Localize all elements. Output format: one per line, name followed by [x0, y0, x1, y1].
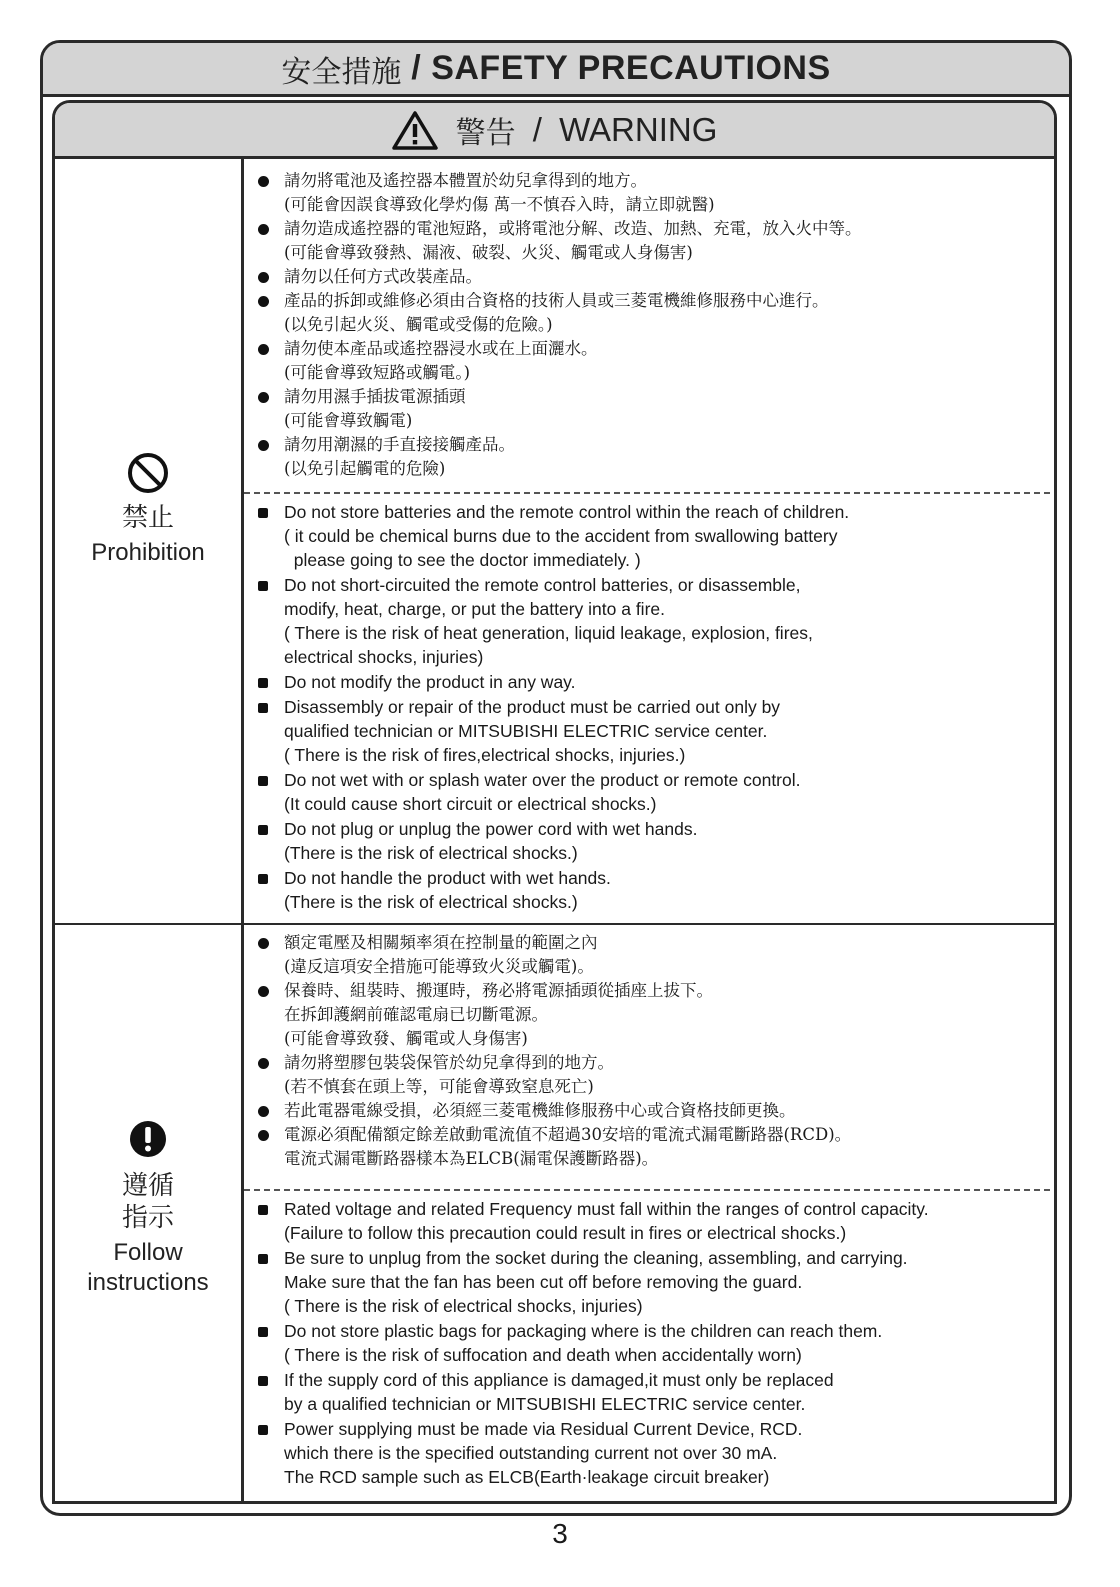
follow-chinese-list — [258, 931, 851, 1171]
list-item-line: (It could cause short circuit or electrical shocks.) — [284, 794, 657, 814]
bullet-icon — [258, 1417, 268, 1441]
list-item-line: Do not store plastic bags for packaging where is the children can reach them. — [284, 1321, 883, 1341]
list-item — [258, 1319, 929, 1367]
list-item — [258, 670, 849, 694]
bullet-icon — [258, 265, 269, 290]
list-item-line: modify, heat, charge, or put the battery into a fire. — [284, 599, 665, 619]
list-item — [258, 265, 862, 289]
bullet-icon — [258, 1246, 268, 1270]
list-item — [258, 817, 849, 865]
bullet-icon — [258, 169, 269, 194]
column-divider — [241, 159, 244, 1504]
list-item-line: (可能會因誤食導致化學灼傷 萬一不慎吞入時，請立即就醫) — [284, 195, 715, 214]
list-item-line: 請勿用潮濕的手直接接觸產品。 — [284, 435, 515, 454]
title-cjk: 安全措施 — [281, 54, 402, 90]
bullet-icon — [258, 768, 268, 792]
list-item-line: Do not short-circuited the remote control batteries, or disassemble, — [284, 575, 801, 595]
bullet-icon — [258, 1051, 269, 1076]
list-item-line: ( There is the risk of suffocation and death when accidentally worn) — [284, 1345, 802, 1365]
list-item — [258, 695, 849, 767]
title-separator: / — [401, 49, 432, 87]
prohibition-english-list — [258, 500, 849, 914]
list-item-line: (There is the risk of electrical shocks.) — [284, 892, 578, 912]
list-item-line: ( it could be chemical burns due to the accident from swallowing battery — [284, 526, 838, 546]
list-item-line: 請勿造成遙控器的電池短路，或將電池分解、改造、加熱、充電，放入火中等。 — [284, 219, 862, 238]
follow-language-divider — [244, 1189, 1057, 1191]
list-item-line: 請勿用濕手插拔電源插頭 — [284, 387, 466, 406]
list-item — [258, 1368, 929, 1416]
prohibition-chinese-list — [258, 169, 862, 481]
list-item-line: Do not handle the product with wet hands. — [284, 868, 611, 888]
list-item-line: (違反這項安全措施可能導致火災或觸電)。 — [284, 957, 594, 976]
prohibition-language-divider — [244, 492, 1057, 494]
list-item-line: Rated voltage and related Frequency must fall within the ranges of control capacity. — [284, 1199, 929, 1219]
list-item-line: 保養時、組裝時、搬運時，務必將電源插頭從插座上拔下。 — [284, 981, 713, 1000]
list-item — [258, 1417, 929, 1489]
list-item-line: (可能會導致觸電) — [284, 411, 413, 430]
exclamation-circle-icon — [128, 1119, 168, 1159]
warning-title-cjk: 警告 — [455, 115, 516, 151]
follow-label-en-2: instructions — [87, 1269, 209, 1296]
prohibition-label-en: Prohibition — [91, 539, 205, 566]
list-item — [258, 169, 862, 217]
list-item — [258, 433, 862, 481]
list-item — [258, 1197, 929, 1245]
list-item — [258, 931, 851, 979]
bullet-icon — [258, 1099, 269, 1124]
list-item-line: Do not wet with or splash water over the product or remote control. — [284, 770, 801, 790]
bullet-icon — [258, 500, 268, 524]
list-item-line: please going to see the doctor immediately. ) — [284, 550, 641, 570]
list-item-line: (可能會導致發熱、漏液、破裂、火災、觸電或人身傷害) — [284, 243, 693, 262]
list-item-line: Do not store batteries and the remote control within the reach of children. — [284, 502, 850, 522]
list-item-line: Do not plug or unplug the power cord with wet hands. — [284, 819, 698, 839]
warning-triangle-icon — [392, 110, 438, 150]
bullet-icon — [258, 817, 268, 841]
list-item — [258, 1051, 851, 1099]
bullet-icon — [258, 979, 269, 1004]
bullet-icon — [258, 1197, 268, 1221]
list-item-line: 請勿將電池及遙控器本體置於幼兒拿得到的地方。 — [284, 171, 647, 190]
list-item-line: ( There is the risk of heat generation, liquid leakage, explosion, fires, — [284, 623, 813, 643]
prohibition-circle-icon — [126, 451, 170, 495]
list-item-line: Disassembly or repair of the product must be carried out only by — [284, 697, 781, 717]
list-item-line: by a qualified technician or MITSUBISHI ELECTRIC service center. — [284, 1394, 806, 1414]
warning-title-separator: / — [523, 110, 552, 148]
list-item — [258, 385, 862, 433]
follow-label-cjk-1: 遵循 — [121, 1171, 174, 1201]
list-item-line: Power supplying must be made via Residual Current Device, RCD. — [284, 1419, 803, 1439]
list-item-line: (可能會導致短路或觸電。) — [284, 363, 471, 382]
title-en: SAFETY PRECAUTIONS — [431, 49, 831, 87]
list-item-line: 請勿將塑膠包裝袋保管於幼兒拿得到的地方。 — [284, 1053, 614, 1072]
bullet-icon — [258, 670, 268, 694]
section-title-bar — [43, 43, 1069, 97]
follow-english-list — [258, 1197, 929, 1489]
list-item-line: Do not modify the product in any way. — [284, 672, 576, 692]
list-item-line: (可能會導致發、觸電或人身傷害) — [284, 1029, 528, 1048]
list-item-line: qualified technician or MITSUBISHI ELECTRIC service center. — [284, 721, 768, 741]
list-item-line: which there is the specified outstanding current not over 30 mA. — [284, 1443, 778, 1463]
list-item — [258, 768, 849, 816]
list-item-line: 電流式漏電斷路器樣本為ELCB(漏電保護斷路器)。 — [284, 1149, 659, 1168]
prohibition-label — [55, 451, 241, 568]
section-divider — [55, 923, 1054, 925]
bullet-icon — [258, 385, 269, 410]
list-item-line: The RCD sample such as ELCB(Earth·leakage circuit breaker) — [284, 1467, 770, 1487]
follow-label-en-1: Follow — [113, 1239, 183, 1266]
list-item — [258, 573, 849, 669]
follow-label — [55, 1119, 241, 1298]
list-item-line: electrical shocks, injuries) — [284, 647, 484, 667]
bullet-icon — [258, 1319, 268, 1343]
list-item — [258, 1123, 851, 1171]
list-item-line: Make sure that the fan has been cut off before removing the guard. — [284, 1272, 803, 1292]
bullet-icon — [258, 289, 269, 314]
list-item-line: 產品的拆卸或維修必須由合資格的技術人員或三菱電機維修服務中心進行。 — [284, 291, 829, 310]
warning-title-en: WARNING — [559, 110, 718, 148]
list-item — [258, 866, 849, 914]
list-item — [258, 1246, 929, 1318]
list-item-line: (若不慎套在頭上等，可能會導致窒息死亡) — [284, 1077, 594, 1096]
list-item — [258, 217, 862, 265]
list-item-line: (There is the risk of electrical shocks.) — [284, 843, 578, 863]
list-item — [258, 979, 851, 1051]
list-item-line: 請勿以任何方式改裝產品。 — [284, 267, 482, 286]
list-item — [258, 1099, 851, 1123]
list-item-line: Be sure to unplug from the socket during the cleaning, assembling, and carrying. — [284, 1248, 908, 1268]
list-item-line: (Failure to follow this precaution could result in fires or electrical shocks.) — [284, 1223, 847, 1243]
list-item-line: (以免引起火災、觸電或受傷的危險。) — [284, 315, 553, 334]
list-item-line: 請勿使本產品或遙控器浸水或在上面灑水。 — [284, 339, 598, 358]
warning-header — [55, 103, 1054, 159]
list-item-line: 若此電器電線受損，必須經三菱電機維修服務中心或合資格技師更換。 — [284, 1101, 796, 1120]
bullet-icon — [258, 573, 268, 597]
list-item-line: 電源必須配備額定餘差啟動電流值不超過30安培的電流式漏電斷路器(RCD)。 — [284, 1125, 852, 1144]
warning-table — [52, 100, 1057, 1504]
list-item — [258, 337, 862, 385]
list-item-line: ( There is the risk of electrical shocks, injuries) — [284, 1296, 643, 1316]
list-item — [258, 500, 849, 572]
list-item-line: 額定電壓及相關頻率須在控制量的範圍之內 — [284, 933, 598, 952]
list-item — [258, 289, 862, 337]
list-item-line: If the supply cord of this appliance is damaged,it must only be replaced — [284, 1370, 834, 1390]
bullet-icon — [258, 695, 268, 719]
page-number: 3 — [552, 1518, 568, 1549]
bullet-icon — [258, 1368, 268, 1392]
follow-label-cjk-2: 指示 — [121, 1203, 174, 1233]
bullet-icon — [258, 1123, 269, 1148]
list-item-line: (以免引起觸電的危險) — [284, 459, 446, 478]
list-item-line: ( There is the risk of fires,electrical shocks, injuries.) — [284, 745, 686, 765]
bullet-icon — [258, 866, 268, 890]
list-item-line: 在拆卸護網前確認電扇已切斷電源。 — [284, 1005, 548, 1024]
bullet-icon — [258, 337, 269, 362]
bullet-icon — [258, 433, 269, 458]
bullet-icon — [258, 931, 269, 956]
prohibition-label-cjk: 禁止 — [121, 503, 174, 533]
bullet-icon — [258, 217, 269, 242]
